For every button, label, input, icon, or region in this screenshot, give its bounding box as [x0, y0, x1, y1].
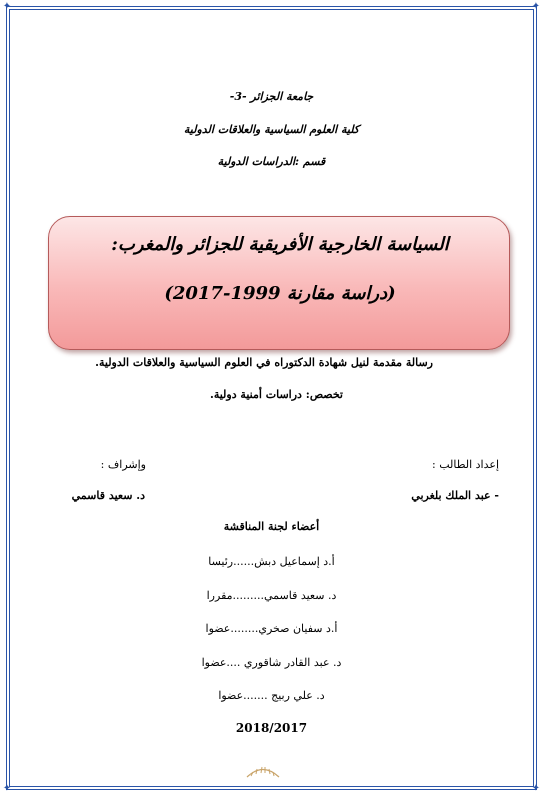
thesis-statement: رسالة مقدمة لنيل شهادة الدكتوراه في العلوم السياسية والعلاقات الدولية.	[95, 356, 433, 369]
border-corner-ornament: ✦	[2, 1, 12, 12]
committee-member: د. علي ربيج .......عضوا	[218, 689, 325, 702]
committee-member: أ.د إسماعيل دبش......رئيسا	[208, 555, 335, 568]
decorative-ornament-icon	[246, 764, 280, 778]
thesis-title-line-2: (دراسة مقارنة 1999-2017)	[164, 283, 396, 304]
supervision-label: وإشراف :	[100, 458, 146, 471]
department-name: قسم :الدراسات الدولية	[217, 155, 326, 168]
thesis-title-box	[48, 216, 510, 350]
academic-year: 2018/2017	[235, 721, 308, 735]
border-corner-ornament: ✦	[531, 783, 541, 794]
supervisor-name: د. سعيد قاسمي	[71, 489, 145, 502]
committee-member: د. سعيد قاسمي.........مقررا	[206, 589, 337, 602]
committee-heading: أعضاء لجنة المناقشة	[223, 520, 320, 533]
university-name: جامعة الجزائر -3-	[229, 90, 314, 103]
border-corner-ornament: ✦	[531, 1, 541, 12]
thesis-title-line-1: السياسة الخارجية الأفريقية للجزائر والمغرب:	[111, 234, 449, 255]
faculty-name: كلية العلوم السياسية والعلاقات الدولية	[183, 123, 360, 136]
committee-member: د. عبد القادر شاقوري ....عضوا	[201, 656, 342, 669]
border-corner-ornament: ✦	[2, 783, 12, 794]
prepared-by-label: إعداد الطالب :	[432, 458, 499, 471]
student-name: - عبد الملك بلغربي	[411, 489, 499, 502]
committee-member: أ.د سفيان صخري........عضوا	[205, 622, 338, 635]
specialization: تخصص: دراسات أمنية دولية.	[209, 388, 343, 401]
